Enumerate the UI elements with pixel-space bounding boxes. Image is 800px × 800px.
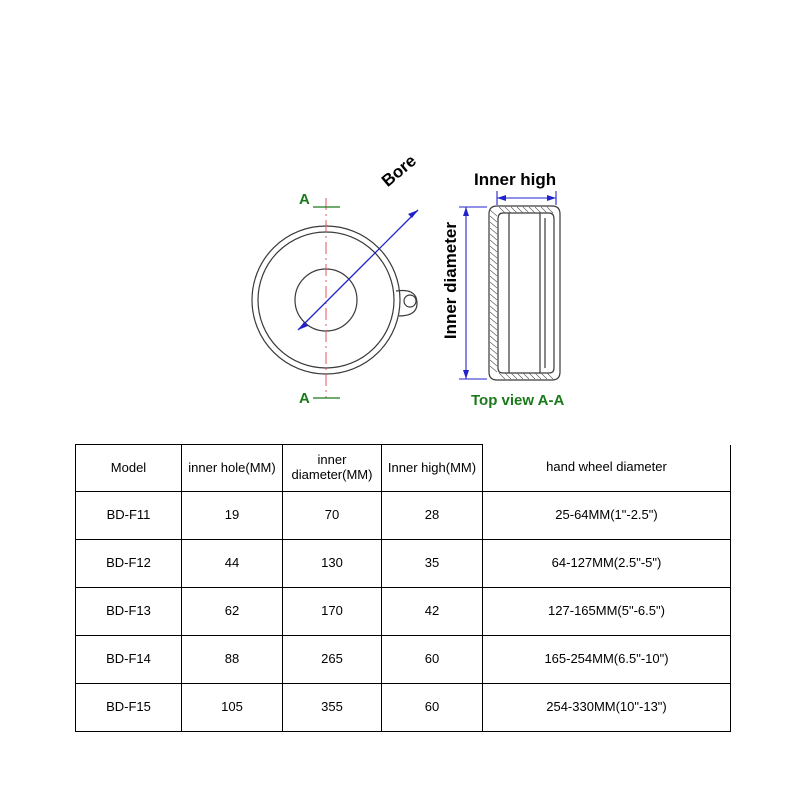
table-row bbox=[76, 540, 731, 588]
cell-hand-wheel-diameter: 25-64MM(1"-2.5") bbox=[483, 492, 731, 540]
cell-inner-diameter: 70 bbox=[283, 492, 382, 540]
inner-high-dimension bbox=[497, 191, 556, 205]
cell-inner-diameter: 170 bbox=[283, 588, 382, 636]
table-header-row bbox=[76, 445, 731, 492]
cell-inner-hole: 44 bbox=[182, 540, 283, 588]
column-header-inner-hole: inner hole(MM) bbox=[182, 445, 283, 492]
cell-inner-diameter: 265 bbox=[283, 636, 382, 684]
cell-inner-high: 28 bbox=[382, 492, 483, 540]
column-header-model: Model bbox=[76, 445, 182, 492]
cell-inner-hole: 19 bbox=[182, 492, 283, 540]
column-header-inner-diameter: inner diameter(MM) bbox=[283, 445, 382, 492]
specification-table bbox=[75, 444, 731, 732]
section-hatching bbox=[490, 207, 553, 379]
cell-inner-high: 35 bbox=[382, 540, 483, 588]
cell-model: BD-F13 bbox=[76, 588, 182, 636]
cell-hand-wheel-diameter: 64-127MM(2.5"-5") bbox=[483, 540, 731, 588]
cell-inner-hole: 105 bbox=[182, 684, 283, 732]
cell-model: BD-F15 bbox=[76, 684, 182, 732]
cell-model: BD-F14 bbox=[76, 636, 182, 684]
cell-inner-high: 60 bbox=[382, 636, 483, 684]
section-view-body bbox=[489, 206, 560, 380]
cell-inner-high: 42 bbox=[382, 588, 483, 636]
cell-hand-wheel-diameter: 254-330MM(10"-13") bbox=[483, 684, 731, 732]
cell-inner-hole: 88 bbox=[182, 636, 283, 684]
cell-model: BD-F11 bbox=[76, 492, 182, 540]
inner-diameter-label: Inner diameter bbox=[441, 222, 460, 340]
table-row bbox=[76, 588, 731, 636]
cell-inner-high: 60 bbox=[382, 684, 483, 732]
table-row bbox=[76, 492, 731, 540]
table-row bbox=[76, 684, 731, 732]
cell-inner-diameter: 355 bbox=[283, 684, 382, 732]
cell-inner-hole: 62 bbox=[182, 588, 283, 636]
inner-high-label: Inner high bbox=[474, 170, 557, 189]
cell-hand-wheel-diameter: 127-165MM(5"-6.5") bbox=[483, 588, 731, 636]
bore-leader-line bbox=[298, 210, 418, 330]
inner-diameter-dimension bbox=[459, 207, 487, 379]
column-header-inner-high: Inner high(MM) bbox=[382, 445, 483, 492]
cell-hand-wheel-diameter: 165-254MM(6.5"-10") bbox=[483, 636, 731, 684]
column-header-hand-wheel-diameter: hand wheel diameter bbox=[483, 445, 731, 492]
section-label-bottom: A bbox=[299, 390, 310, 407]
table-row bbox=[76, 636, 731, 684]
top-view-label: Top view A-A bbox=[471, 392, 565, 409]
bore-label: Bore bbox=[378, 151, 420, 191]
cell-model: BD-F12 bbox=[76, 540, 182, 588]
section-label-top: A bbox=[299, 191, 310, 208]
cell-inner-diameter: 130 bbox=[283, 540, 382, 588]
